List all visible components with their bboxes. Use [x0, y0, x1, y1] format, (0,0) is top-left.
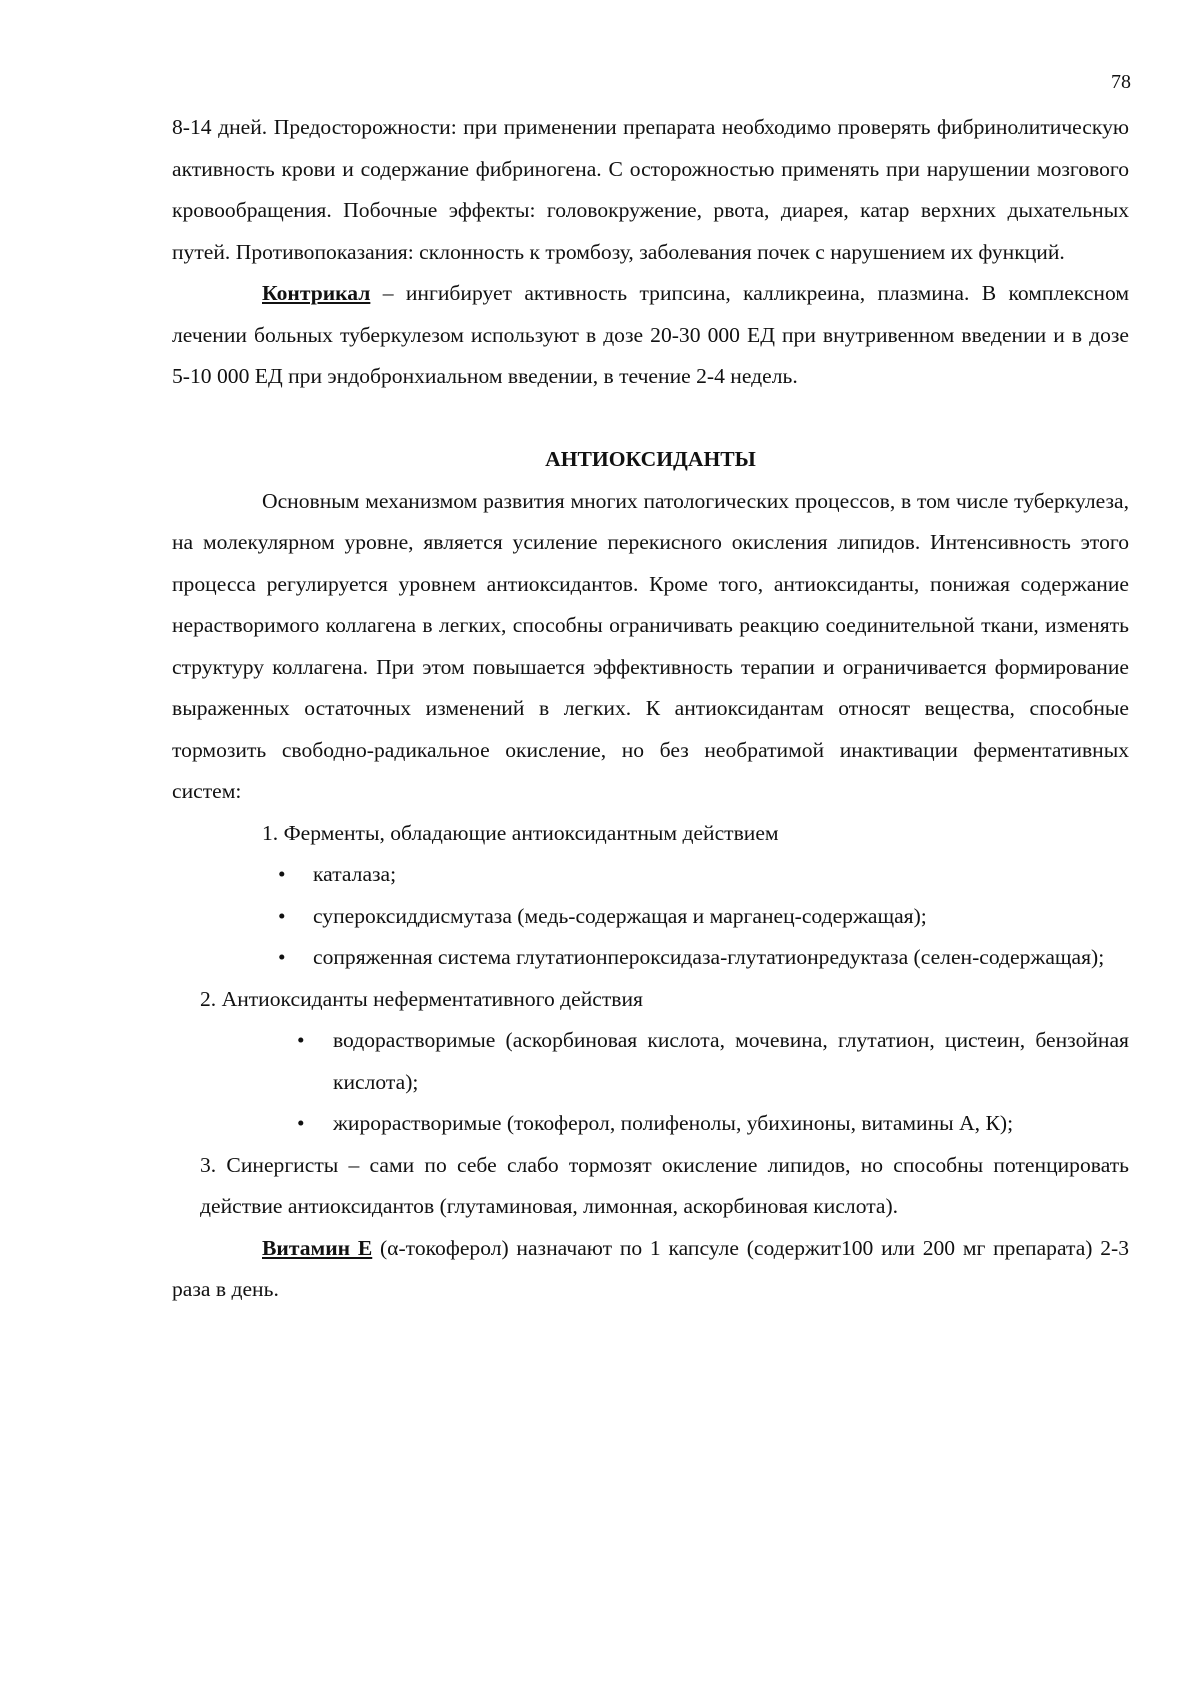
bullet-text: водорастворимые (аскорбиновая кислота, мочевина, глутатион, цистеин, бензойная кислота); [333, 1028, 1129, 1094]
paragraph-vitamin-e [172, 1228, 1129, 1311]
bullet-text: сопряженная система глутатионпероксидаза-глутатионредуктаза (селен-содержащая); [313, 945, 1105, 969]
page-number: 78 [1111, 71, 1131, 93]
bullet-icon: • [278, 945, 286, 969]
bullet-icon: • [297, 1111, 305, 1135]
list-item [172, 854, 1129, 896]
list-item [172, 1103, 1129, 1145]
term-vitamin-e: Витамин Е [262, 1235, 373, 1260]
list-item [172, 1020, 1129, 1103]
paragraph-contrical [172, 273, 1129, 398]
contrical-text: – ингибирует активность трипсина, калликреина, плазмина. В комплексном лечении больных туберкулезом используют в дозе 20-30 000 ЕД при внутривенном введении и в дозе 5-10 000 ЕД при эндобронхиальном введении, в течение 2-4 недель. [172, 281, 1129, 388]
bullet-icon: • [278, 903, 286, 928]
bullet-text: жирорастворимые (токоферол, полифенолы, убихиноны, витамины А, К); [333, 1111, 1014, 1135]
nonenzymatic-bullet-list [172, 1020, 1129, 1145]
bullet-text: супероксиддисмутаза (медь-содержащая и марганец-содержащая); [313, 903, 927, 928]
section-heading: АНТИОКСИДАНТЫ [545, 447, 756, 471]
paragraph-continuation: 8-14 дней. Предосторожности: при применении препарата необходимо проверять фибринолитическую активность крови и содержание фибриногена. С осторожностью применять при нарушении мозгового кровообращения. Побочные эффекты: головокружение, рвота, диарея, катар верхних дыхательных путей. Противопоказания: склонность к тромбозу, заболевания почек с нарушением их функций. [172, 115, 1129, 264]
bullet-icon: • [278, 862, 286, 886]
list-item-enzymes: 1. Ферменты, обладающие антиоксидантным действием [262, 820, 779, 845]
list-item [172, 937, 1129, 979]
bullet-text: каталаза; [313, 862, 397, 886]
vitamin-e-text: (α-токоферол) назначают по 1 капсуле (содержит100 или 200 мг препарата) 2-3 раза в день. [172, 1235, 1129, 1301]
list-item [172, 896, 1129, 938]
page-content [172, 107, 1129, 1311]
paragraph-antioxidants: Основным механизмом развития многих патологических процессов, в том числе туберкулеза, на молекулярном уровне, является усиление перекисного окисления липидов. Интенсивность этого процесса регулируется уровнем антиоксидантов. Кроме того, антиоксиданты, понижая содержание нерастворимого коллагена в легких, способны ограничивать реакцию соединительной ткани, изменять структуру коллагена. При этом повышается эффективность терапии и ограничивается формирование выраженных остаточных изменений в легких. К антиоксидантам относят вещества, способные тормозить свободно-радикальное окисление, но без необратимой инактивации ферментативных систем: [172, 488, 1129, 803]
list-item-synergists: 3. Синергисты – сами по себе слабо тормозят окисление липидов, но способны потенцировать действие антиоксидантов (глутаминовая, лимонная, аскорбиновая кислота). [200, 1152, 1129, 1218]
term-contrical: Контрикал [262, 281, 371, 305]
enzymes-bullet-list [172, 854, 1129, 979]
list-item-nonenzymatic: 2. Антиоксиданты неферментативного действия [200, 986, 643, 1011]
bullet-icon: • [297, 1028, 305, 1052]
